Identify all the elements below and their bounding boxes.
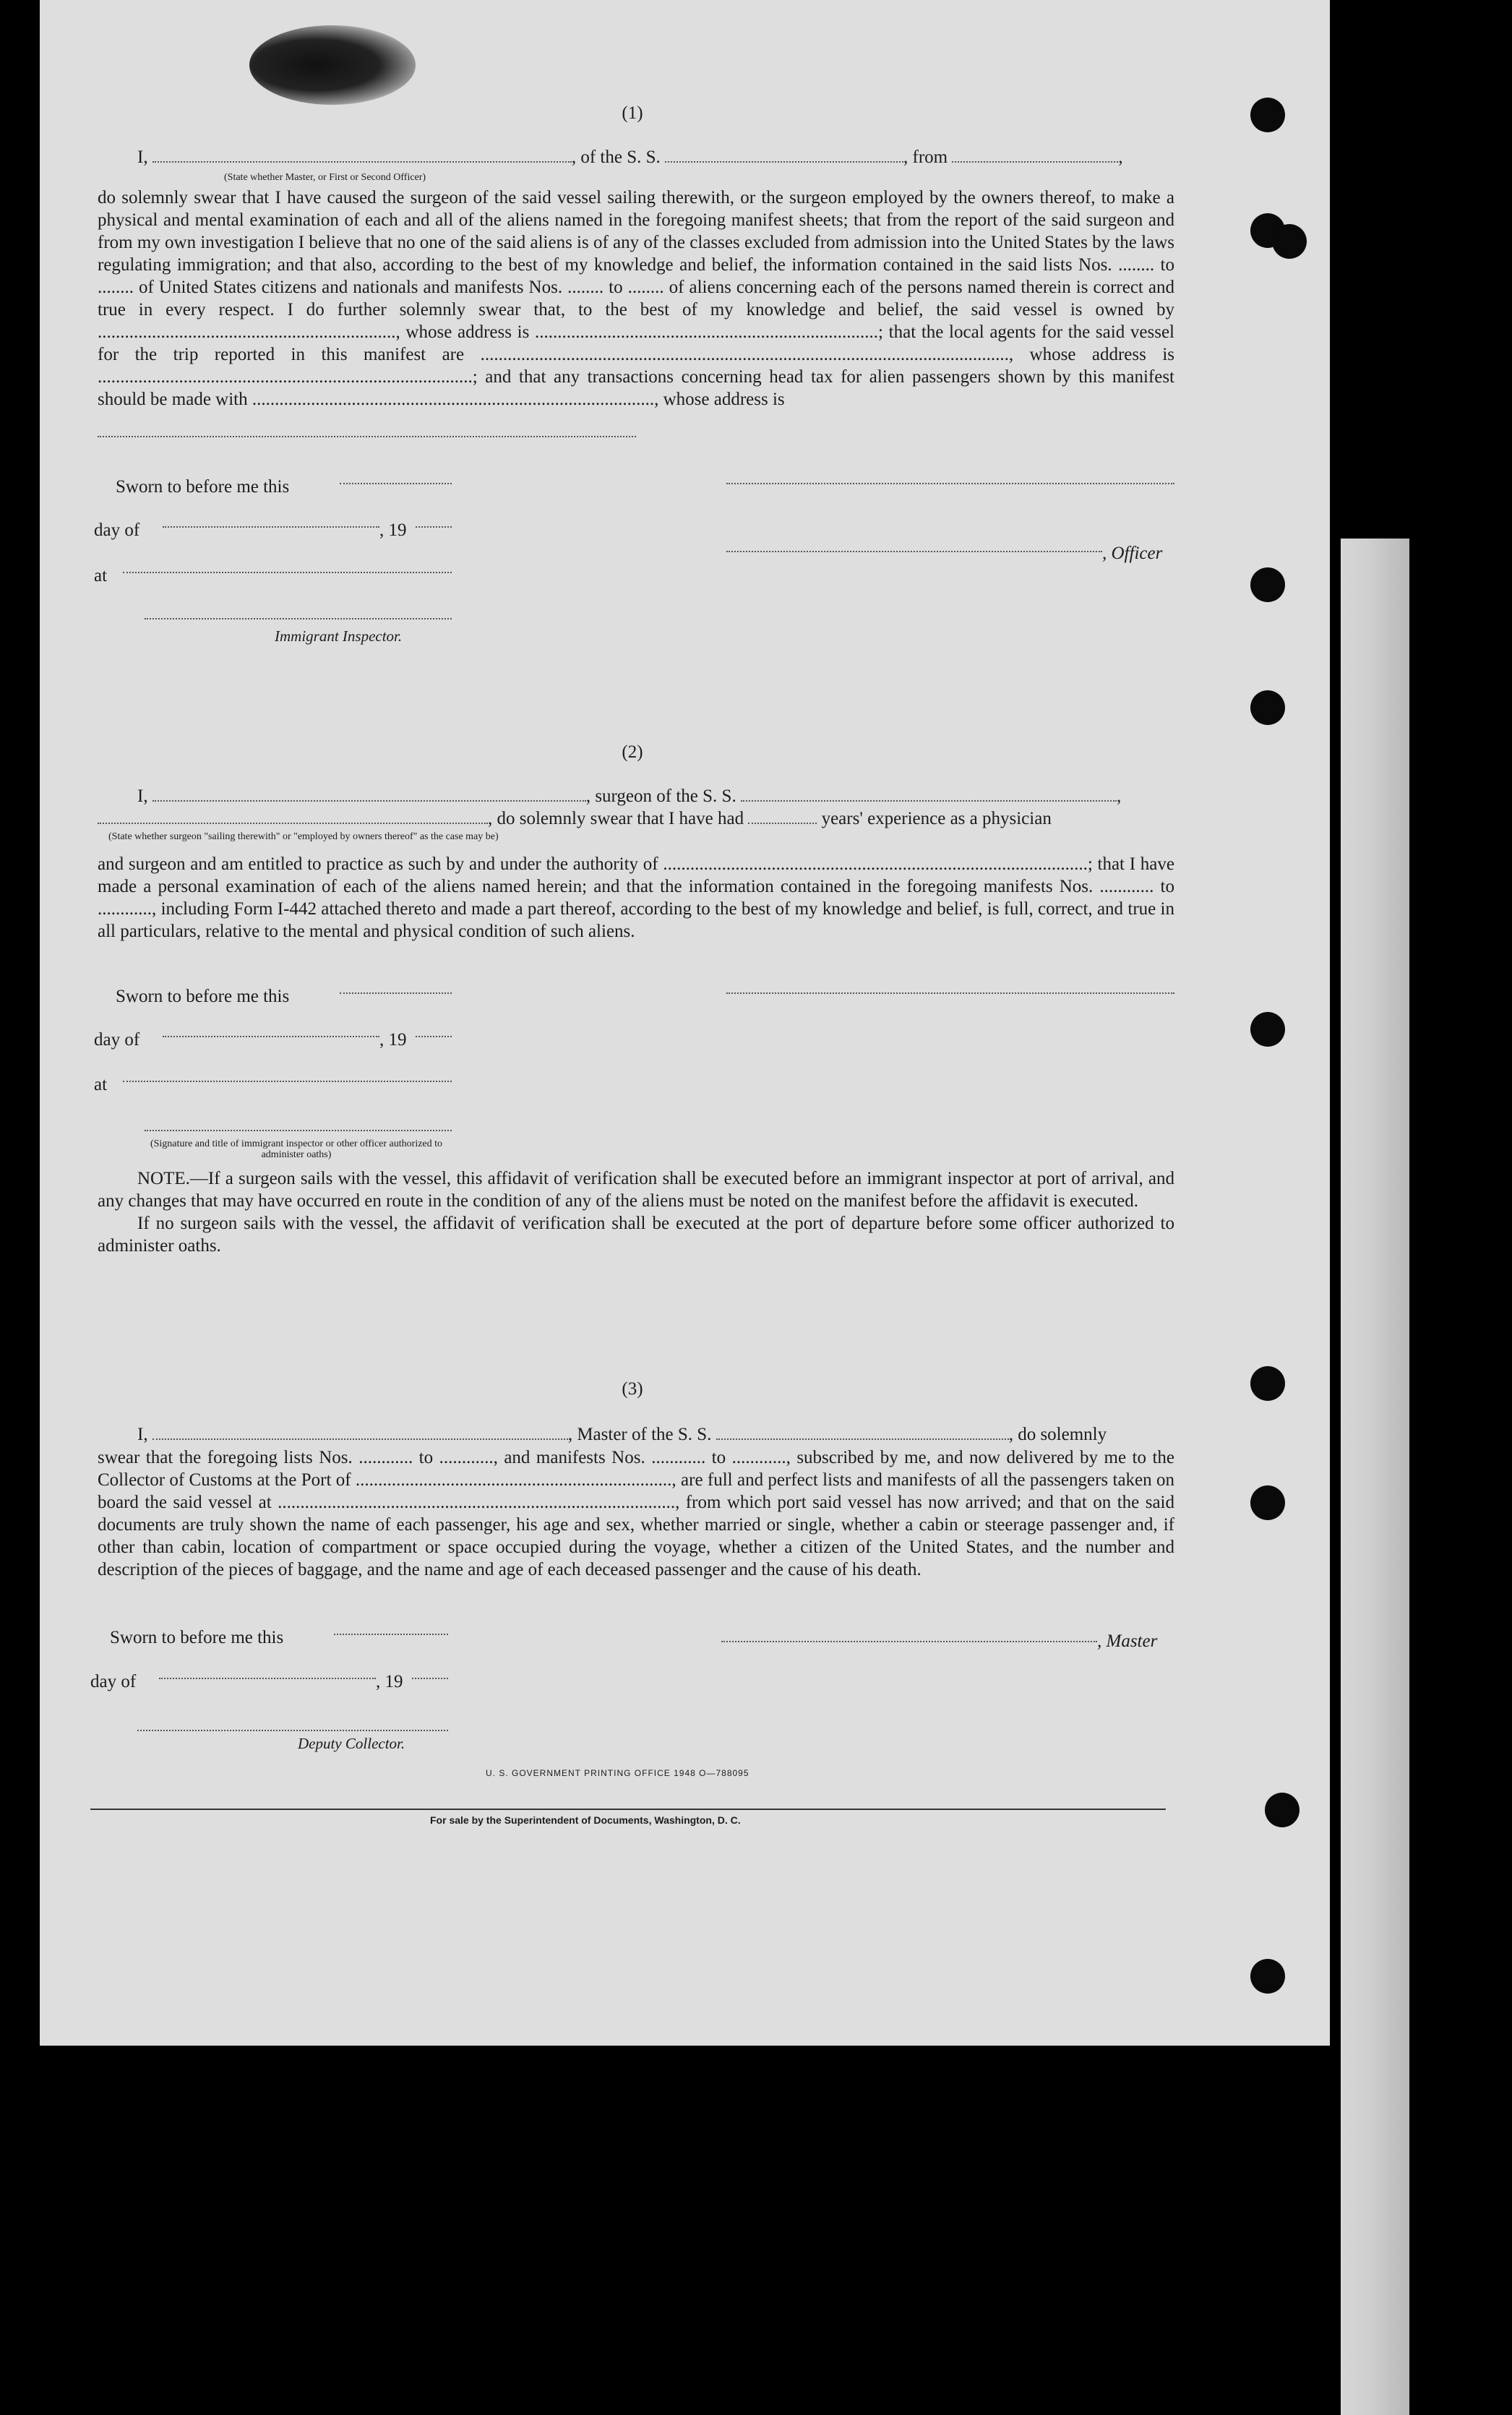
inspector-signature-line[interactable] — [145, 618, 452, 619]
fill-line[interactable] — [741, 786, 1117, 802]
at-label: at — [94, 1075, 108, 1094]
footer-note: For sale by the Superintendent of Documents, Washington, D. C. — [430, 1814, 741, 1826]
section-2-body: and surgeon and am entitled to practice as such by and under the authority of ..............................................................................................; that I have made a personal examination of each of the aliens named herein; and that the information contained in the foregoing manifests Nos. ............ to ............, including Form I-442 attached thereto and made a part thereof, according to the best of my knowledge and belief, is full, correct, and true in all particulars, relative to the mental and physical condition of such aliens. — [98, 854, 1174, 941]
officer-label: , Officer — [1102, 544, 1163, 563]
fill-line[interactable] — [123, 572, 452, 573]
fill-line[interactable] — [412, 1678, 448, 1679]
fill-line[interactable] — [153, 147, 572, 163]
signature-caption: (Signature and title of immigrant inspector or other officer authorized to administer oaths) — [150, 1138, 443, 1160]
fill-line[interactable] — [163, 526, 379, 528]
fill-line[interactable] — [748, 808, 817, 824]
punch-hole — [1250, 1012, 1285, 1047]
section-1-line-1: I, , of the S. S. , from , — [137, 147, 1123, 167]
printing-office-imprint: U. S. GOVERNMENT PRINTING OFFICE 1948 O—788095 — [486, 1768, 749, 1778]
fill-line[interactable] — [98, 436, 636, 437]
ink-smudge — [249, 25, 416, 105]
fill-line[interactable] — [340, 992, 452, 994]
surgeon-signature-line[interactable] — [726, 992, 1174, 994]
section-3-number: (3) — [622, 1379, 643, 1399]
binding-strip — [1341, 539, 1409, 2415]
note: NOTE.—If a surgeon sails with the vessel, this affidavit of verification shall be executed before an immigrant inspector at port of arrival, and any changes that may have occurred en route in the condition of any of the aliens must be noted on the manifest before the affidavit is executed. If no surgeon sails with the vessel, the affidavit of verification shall be executed at the port of departure before some officer authorized to administer oaths. — [98, 1169, 1174, 1256]
section-2-line-1: I, , surgeon of the S. S. , — [137, 786, 1122, 806]
fill-line[interactable] — [153, 1424, 568, 1440]
fill-line[interactable] — [665, 147, 903, 163]
collector-label: Deputy Collector. — [298, 1735, 405, 1752]
fill-line[interactable] — [952, 147, 1118, 163]
punch-hole — [1250, 1959, 1285, 1994]
punch-hole — [1250, 98, 1285, 132]
section-3-line-1: I, , Master of the S. S. , do solemnly — [137, 1425, 1107, 1444]
fill-line[interactable] — [716, 1424, 1009, 1440]
inspector-signature-line[interactable] — [145, 1130, 452, 1131]
year-label: , 19 — [379, 1030, 407, 1050]
year-label: , 19 — [376, 1672, 403, 1691]
sworn-label: Sworn to before me this — [116, 987, 290, 1006]
punch-hole — [1250, 567, 1285, 602]
fill-line[interactable] — [123, 1081, 452, 1082]
fill-line[interactable] — [340, 483, 452, 484]
officer-signature-line[interactable] — [726, 551, 1102, 552]
master-signature-line[interactable] — [721, 1641, 1097, 1642]
punch-hole — [1250, 1366, 1285, 1401]
fill-line[interactable] — [159, 1678, 376, 1679]
section-1-number: (1) — [622, 103, 643, 123]
collector-signature-line[interactable] — [137, 1730, 448, 1731]
fill-line[interactable] — [163, 1036, 379, 1037]
punch-hole — [1250, 1485, 1285, 1520]
sworn-label: Sworn to before me this — [116, 477, 290, 497]
day-of-label: day of — [90, 1672, 137, 1691]
officer-signature-line[interactable] — [726, 483, 1174, 484]
section-2-number: (2) — [622, 742, 643, 762]
section-1-caption: (State whether Master, or First or Second Officer) — [224, 172, 426, 183]
punch-hole — [1272, 224, 1307, 259]
at-label: at — [94, 566, 108, 585]
section-2-line-2: , do solemnly swear that I have had years' experience as a physician — [98, 808, 1174, 829]
sworn-label: Sworn to before me this — [110, 1628, 284, 1647]
section-3-body: swear that the foregoing lists Nos. ............ to ............, and manifests Nos. ............ to ............, subscribed by me, and now delivered by me to the Collector of Customs at the Port of ......................................................................, are full and perfect lists and manifests of all the passengers taken on board the said vessel at ........................................................................................, from which port said vessel has now arrived; and that on the said documents are truly shown the name of each passenger, his age and sex, whether married or single, whether a cabin or steerage passenger and, if other than cabin, location of compartment or space occupied during the voyage, whether a citizen of the United States, and the number and description of the pieces of baggage, and the name and age of each deceased passenger and the cause of his death. — [98, 1448, 1174, 1579]
day-of-label: day of — [94, 520, 140, 540]
fill-line[interactable] — [153, 786, 586, 802]
master-label: , Master — [1097, 1631, 1158, 1651]
punch-hole — [1265, 1793, 1300, 1827]
fill-line[interactable] — [416, 1036, 452, 1037]
day-of-label: day of — [94, 1030, 140, 1050]
fill-line[interactable] — [334, 1634, 448, 1635]
footer-rule — [90, 1809, 1166, 1810]
inspector-label: Immigrant Inspector. — [275, 627, 403, 645]
section-2-caption: (State whether surgeon "sailing therewith" or "employed by owners thereof" as the case may be) — [108, 831, 499, 842]
section-1-body: do solemnly swear that I have caused the surgeon of the said vessel sailing therewith, or the surgeon employed by the owners thereof, to make a physical and mental examination of each and all of the aliens named in the foregoing manifest sheets; that from the report of the said surgeon and from my own investigation I believe that no one of the said aliens is of any of the classes excluded from admission into the United States by the laws regulating immigration; and that also, according to the best of my knowledge and belief, the information contained in the said lists Nos. ........ to ........ of United States citizens and nationals and manifests Nos. ........ to ........ of aliens concerning each of the persons named therein is correct and true in every respect. I do further solemnly swear that, to the best of my knowledge and belief, the said vessel is owned by .................................................................., whose address is ............................................................................; that the local agents for the said vessel for the trip reported in this manifest are ....................................................................................................................., whose address is ...................................................................................; and that any transactions concerning head tax for alien passengers shown by this manifest should be made with ........................................................................................., whose address is — [98, 188, 1174, 409]
fill-line[interactable] — [416, 526, 452, 528]
punch-hole — [1250, 690, 1285, 725]
fill-line[interactable] — [98, 808, 488, 824]
year-label: , 19 — [379, 520, 407, 540]
